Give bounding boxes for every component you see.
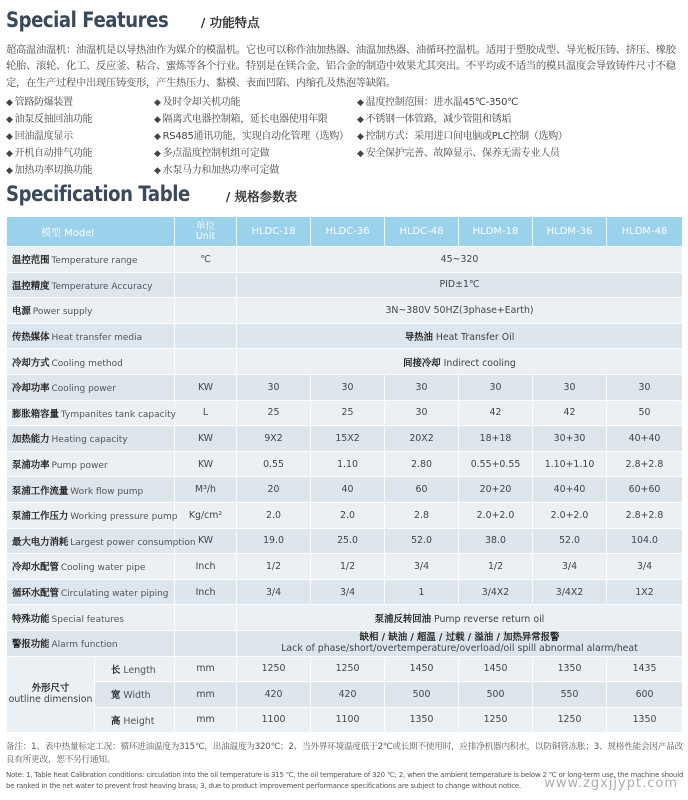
row-label-en: Cooling power [51,384,116,395]
feature-item [6,129,154,145]
feature-text: 不锈钢一体管路，减少管阻和锈垢 [365,114,512,125]
table-row [7,605,683,631]
dimension-sub-label [95,656,175,682]
value-cell: 2.8+2.8 [607,451,683,477]
special-features-heading [6,8,260,32]
value-cell: 500 [459,682,533,708]
value-cell [237,630,683,656]
bullet-icon: ◆ [6,115,13,125]
table-row [7,400,683,426]
unit-header-cn: 单位 [196,220,216,232]
value-cell: 40 [311,477,385,503]
unit-cell: L [175,400,237,426]
value-cell: 60 [385,477,459,503]
row-label [7,247,175,273]
value-en: Pump reverse return oil [433,613,545,625]
row-label [7,630,175,656]
value-cell: 2.0 [311,502,385,528]
bullet-icon: ◆ [154,149,161,159]
row-label-cn: 泵浦功率 [12,460,50,472]
value-cell: 50 [607,400,683,426]
value-cell: 40+40 [533,477,607,503]
model-col-header: HLDC-18 [237,217,311,247]
table-row [7,349,683,375]
value-cell: 20 [237,477,311,503]
table-header-row [7,217,683,247]
value-cell: 1100 [311,707,385,733]
table-row [7,426,683,452]
row-label-en: Cooling water pipe [60,563,146,574]
value-cell: 500 [385,682,459,708]
row-label-en: Special features [51,614,124,625]
feature-text: 隔离式电器控制箱，延长电器使用年限 [162,114,328,125]
special-features-title-cn: / 功能特点 [200,15,260,30]
bullet-icon: ◆ [6,98,13,108]
value-cell: 2.0+2.0 [459,502,533,528]
row-label-cn: 加热能力 [12,434,50,446]
value-en: Indirect cooling [443,357,516,369]
value-cell: 52.0 [533,528,607,554]
value-cell: 1250 [459,707,533,733]
value-cell: 1X2 [607,579,683,605]
value-cell: 1/2 [459,554,533,580]
unit-cell: KW [175,374,237,400]
value-cell: 3N~380V 50HZ(3phase+Earth) [237,298,683,324]
row-label-en: Temperature Accuracy [51,281,153,292]
model-col-header: HLDC-36 [311,217,385,247]
table-row [7,656,683,682]
value-cell: 15X2 [311,426,385,452]
table-row [7,630,683,656]
value-cell: 3/4 [533,554,607,580]
row-label-cn: 冷却功率 [12,383,50,395]
feature-item [154,112,357,128]
value-cell: 550 [533,682,607,708]
dimension-sub-label [95,707,175,733]
value-cell: 42 [459,400,533,426]
value-cell: 1250 [237,656,311,682]
feature-list [6,95,684,179]
value-cell: 1/2 [237,554,311,580]
feature-item [6,95,154,111]
model-col-header: HLDM-36 [533,217,607,247]
value-cell: 0.55+0.55 [459,451,533,477]
unit-cell: ℃ [175,247,237,273]
model-col-header: HLDM-48 [607,217,683,247]
value-cell: 20+20 [459,477,533,503]
unit-cell [175,272,237,298]
value-cell: 30 [459,374,533,400]
table-row [7,528,683,554]
row-label [7,272,175,298]
value-cell: 1.10+1.10 [533,451,607,477]
row-label [7,426,175,452]
value-cell: 1435 [607,656,683,682]
value-cell: PID±1℃ [237,272,683,298]
row-label-en: Power supply [32,307,93,318]
feature-item [357,146,684,162]
bullet-icon: ◆ [154,98,161,108]
value-cn: 导热油 [404,332,433,344]
value-cell: 25.0 [311,528,385,554]
value-cell: 1450 [459,656,533,682]
value-cell: 30 [311,374,385,400]
feature-item [357,95,684,111]
value-cell: 9X2 [237,426,311,452]
unit-cell: Inch [175,554,237,580]
value-cell: 3/4 [311,579,385,605]
value-cell: 1250 [311,656,385,682]
value-cell: 1.10 [311,451,385,477]
value-cell: 2.8 [385,502,459,528]
value-cell: 2.0 [237,502,311,528]
table-row [7,298,683,324]
dimension-sub-en: Width [123,690,151,702]
row-label-cn: 膨胀箱容量 [12,408,59,420]
spec-table-title-en: Specification Table [6,182,190,206]
value-cell: 18+18 [459,426,533,452]
value-cell: 30 [385,374,459,400]
row-label-en: Working pressure pump [70,512,178,523]
notes-cn: 备注：1、表中热量标定工况：循环进油温度为315℃，出油温度为320℃；2、当外界环境温度低于2℃或长期不使用时，应排净机器内积水，以防铜管冻胀；3、规格性能会因产品改良有所更改，恕不另行通知。 [6,742,683,765]
row-label [7,298,175,324]
feature-item [154,95,357,111]
unit-cell: KW [175,451,237,477]
unit-cell: Kg/cm² [175,502,237,528]
feature-item [6,146,154,162]
watermark: www.zgxjjypt.com [544,776,678,791]
unit-cell: mm [175,656,237,682]
bullet-icon: ◆ [357,149,364,159]
dimension-sub-en: Height [123,715,155,727]
row-label-cn: 温控范围 [12,255,50,267]
row-label-en: Heat transfer media [51,333,143,344]
row-label [7,528,196,554]
row-label-cn: 传热媒体 [12,332,50,344]
value-en: Lack of phase/short/overtemperature/overload/oil spill abnormal alarm/heat [281,643,638,655]
value-cell: 1350 [385,707,459,733]
table-row [7,579,683,605]
bullet-icon: ◆ [357,115,364,125]
feature-item [154,163,357,179]
unit-cell: KW [175,426,237,452]
value-cell: 104.0 [607,528,683,554]
value-cell: 2.8+2.8 [607,502,683,528]
value-cell: 40+40 [607,426,683,452]
row-label-cn: 温控精度 [12,280,50,292]
feature-item [357,129,684,145]
table-row [7,502,683,528]
dimension-sub-cn: 长 [111,664,121,676]
value-cell: 19.0 [237,528,311,554]
row-label [7,400,175,426]
bullet-icon: ◆ [6,132,13,142]
dimension-sub-label [95,682,175,708]
dimension-sub-en: Length [123,664,156,676]
row-label-en: Alarm function [51,640,118,651]
unit-cell [175,630,237,656]
value-cell: 420 [237,682,311,708]
dimension-sub-cn: 高 [111,715,121,727]
feature-item [6,112,154,128]
value-cell: 2.80 [385,451,459,477]
value-cell: 1100 [237,707,311,733]
value-cell: 3/4X2 [533,579,607,605]
table-row [7,554,683,580]
value-cell: 30 [533,374,607,400]
unit-cell: Inch [175,579,237,605]
row-label-cn: 警报功能 [12,639,50,651]
row-label [7,554,175,580]
value-cell: 52.0 [385,528,459,554]
unit-cell [175,298,237,324]
feature-item [154,129,357,145]
dimension-label-en: outline dimension [8,694,93,706]
value-cell: 42 [533,400,607,426]
row-label-cn: 最大电力消耗 [12,536,69,548]
row-label-en: Circulating water piping [60,589,169,600]
bullet-icon: ◆ [154,115,161,125]
spec-table [6,216,683,733]
bullet-icon: ◆ [6,166,13,176]
unit-cell: M³/h [175,477,237,503]
row-label-en: Pump power [51,461,108,472]
notes-en: Note: 1, Table heat Calibration conditions: circulation into the oil temperature is 315 ℃, the oil temperature of 320 ℃; 2, when the ambient temperature is below 2 ℃ or long-term use, the machine should be ranked in the net water to prevent frost heaving brass; 3, due to product improvement performance specifications are subject to change without notice. [6,771,684,790]
row-label-cn: 特殊功能 [12,613,50,625]
value-cell: 1350 [533,656,607,682]
value-cell: 0.55 [237,451,311,477]
row-label [7,349,175,375]
bullet-icon: ◆ [154,132,161,142]
row-label [7,374,175,400]
bullet-icon: ◆ [357,132,364,142]
row-label-en: Temperature range [51,256,138,267]
value-cell: 1250 [533,707,607,733]
feature-text: 油泵反抽回油功能 [14,114,93,125]
value-cell: 25 [237,400,311,426]
feature-text: 安全保护完善、故障显示、保养无需专业人员 [365,148,560,159]
table-row [7,682,683,708]
value-cell: 30 [385,400,459,426]
unit-cell [175,349,237,375]
feature-text: 多点温度控制机组可定做 [162,148,270,159]
value-cn: 泵浦反转回油 [374,613,431,625]
bullet-icon: ◆ [6,149,13,159]
intro-paragraph: 超高温油温机：油温机是以导热油作为媒介的模温机。它也可以称作油加热器、油温加热器、油循环控温机。适用于塑胶成型、导光板压铸、挤压、橡胶轮胎、滚轮、化工、反应釜、粘合、蜜炼等各个行业。特别是在镁合金、铝合金的制造中效果尤其突出。不平均或不适当的模具温度会导致铸件尺寸不稳定，在生产过程中出现压铸变形，产生热压力、黏模、表面凹陷、内缩孔及热泡等缺陷。 [6,44,676,89]
value-cell: 600 [607,682,683,708]
value-cn: 间接冷却 [403,357,441,369]
value-cell: 30+30 [533,426,607,452]
value-cell: 2.0+2.0 [533,502,607,528]
unit-cell [175,605,237,631]
feature-text: RS485通讯功能，实现自动化管理（选购） [162,131,349,142]
row-label-en: Cooling method [51,358,123,369]
model-col-header: HLDC-48 [385,217,459,247]
table-row [7,477,683,503]
value-cell: 3/4 [385,554,459,580]
dimension-label-cn: 外形尺寸 [31,683,70,695]
row-label [7,451,175,477]
value-cell: 45~320 [237,247,683,273]
value-cell: 60+60 [607,477,683,503]
value-cell [237,323,683,349]
unit-header-en: Unit [195,230,216,242]
row-label-en: Largest power consumption [70,537,196,548]
value-cell: 1350 [607,707,683,733]
feature-text: 控制方式：采用进口间电脑或PLC控制（选购） [365,131,568,142]
table-row [7,707,683,733]
table-row [7,374,683,400]
spec-table-heading [6,182,297,206]
row-label-en: Tympanites tank capacity [60,409,176,420]
value-en: Heat Transfer Oil [435,332,515,344]
table-row [7,323,683,349]
unit-cell [175,323,237,349]
row-label-cn: 电源 [12,306,31,318]
unit-header [175,217,237,247]
row-label-en: Heating capacity [51,435,128,446]
value-cn: 缺相 / 缺油 / 超温 / 过载 / 溢油 / 加热异常报警 [359,632,560,644]
row-label [7,605,175,631]
value-cell: 25 [311,400,385,426]
feature-text: 温度控制范围：进水温45℃-350℃ [365,97,519,108]
model-header: 模型 Model [7,217,175,247]
feature-item [357,112,684,128]
feature-item [154,146,357,162]
dimension-sub-cn: 宽 [111,690,121,702]
value-cell: 420 [311,682,385,708]
unit-cell: KW [175,528,237,554]
value-cell [237,605,683,631]
value-cell: 3/4 [607,554,683,580]
unit-cell: mm [175,707,237,733]
feature-text: 开机自动排气功能 [14,148,93,159]
table-row [7,451,683,477]
row-label-cn: 冷却方式 [12,357,50,369]
table-row [7,272,683,298]
feature-text: 加热功率切换功能 [14,165,93,176]
row-label-cn: 泵浦工作压力 [12,511,69,523]
row-label [7,323,175,349]
row-label-cn: 泵浦工作流量 [12,485,69,497]
value-cell: 20X2 [385,426,459,452]
row-label-cn: 冷却水配管 [12,562,59,574]
feature-text: 回油温度显示 [14,131,73,142]
value-cell: 3/4X2 [459,579,533,605]
value-cell: 1/2 [311,554,385,580]
feature-text: 管路防爆装置 [14,97,73,108]
feature-text: 水泵马力和加热功率可定做 [162,165,280,176]
row-label-en: Work flow pump [70,486,144,497]
value-cell: 30 [237,374,311,400]
value-cell: 1450 [385,656,459,682]
value-cell: 3/4 [237,579,311,605]
model-col-header: HLDM-18 [459,217,533,247]
value-cell: 38.0 [459,528,533,554]
row-label-cn: 循环水配管 [12,588,59,600]
bullet-icon: ◆ [154,166,161,176]
bullet-icon: ◆ [357,98,364,108]
table-row [7,247,683,273]
feature-item [6,163,154,179]
special-features-title-en: Special Features [6,8,169,32]
dimension-group-label [7,656,95,733]
row-label [7,579,175,605]
value-cell: 1 [385,579,459,605]
row-label [7,477,175,503]
unit-cell: mm [175,682,237,708]
value-cell [237,349,683,375]
row-label [7,502,178,528]
spec-table-title-cn: / 规格参数表 [225,189,298,204]
feature-text: 及时令却关机功能 [162,97,241,108]
value-cell: 30 [607,374,683,400]
